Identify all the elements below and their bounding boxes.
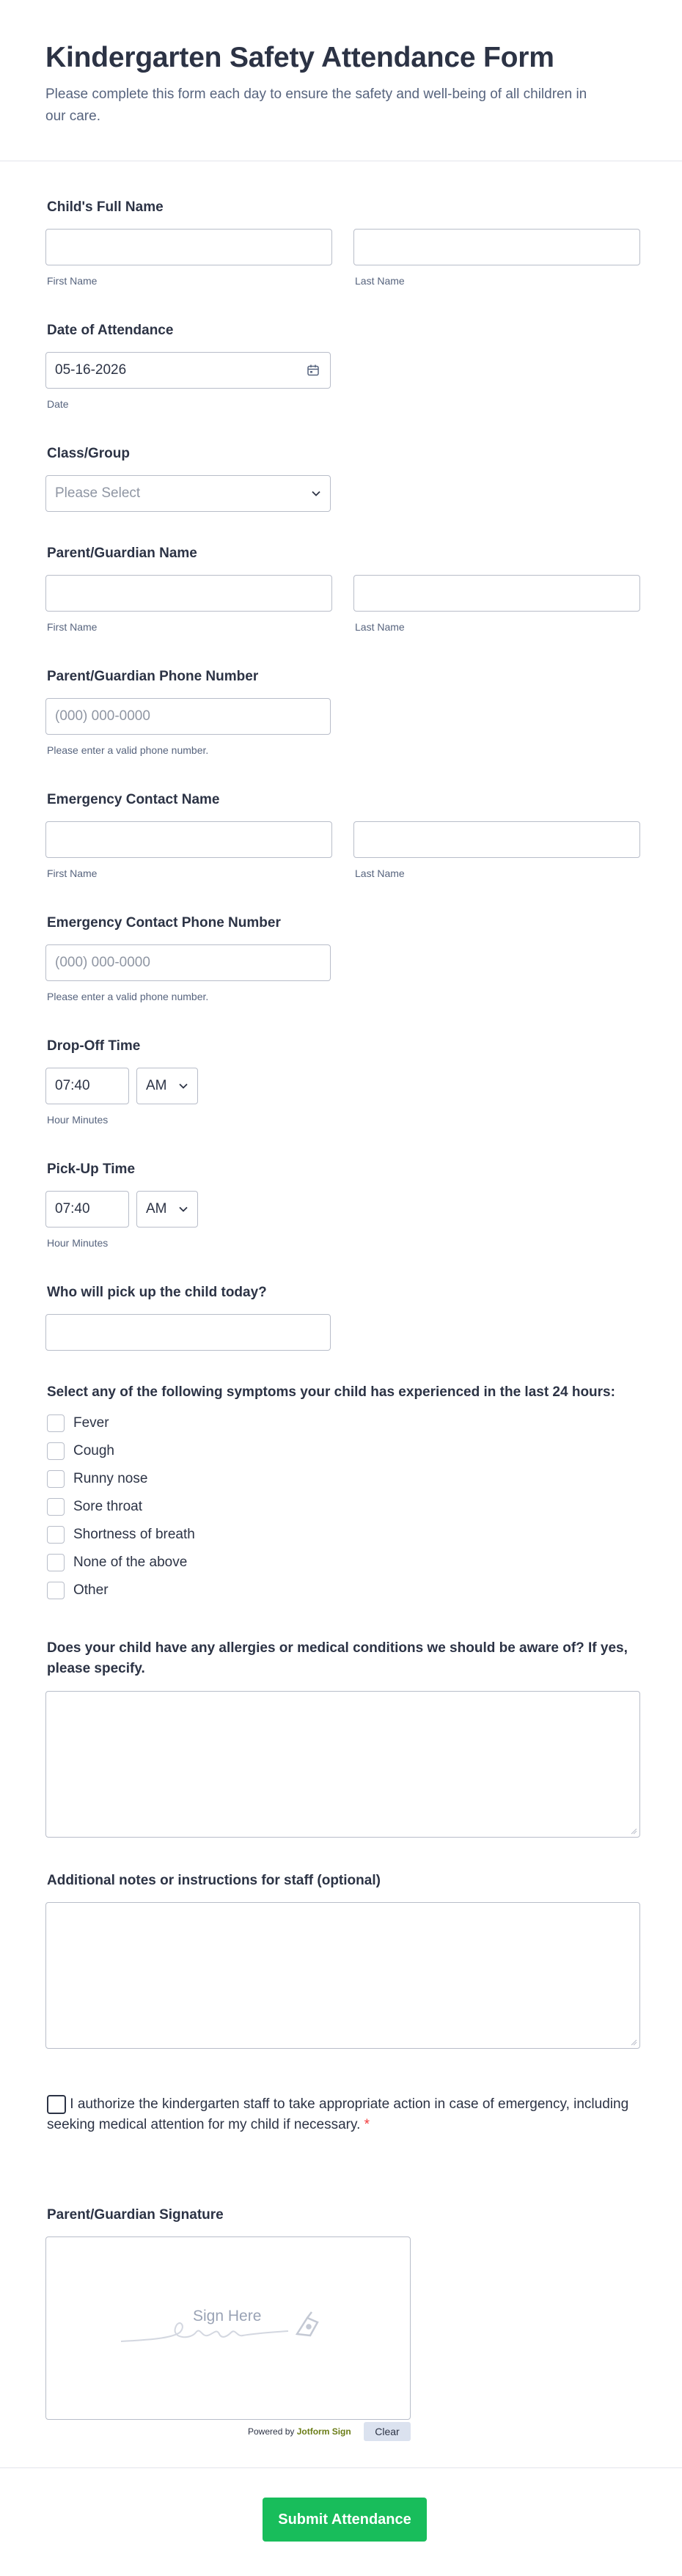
- symptom-option-label: Sore throat: [73, 1499, 142, 1514]
- notes-textarea[interactable]: [45, 1902, 640, 2049]
- consent-text: I authorize the kindergarten staff to take appropriate action in case of emergency, including seeking medical attention for my child if necessary.: [47, 2096, 629, 2132]
- class-group-select[interactable]: [45, 475, 331, 512]
- signature-placeholder: Sign Here: [193, 2308, 262, 2324]
- form-subtitle: Please complete this form each day to ensure the safety and well-being of all children in our care.: [45, 87, 587, 124]
- dropoff-time-sublabel: Hour Minutes: [47, 1114, 109, 1126]
- emergency-name-field: [47, 790, 219, 810]
- required-mark: *: [364, 2117, 370, 2132]
- symptom-checkbox[interactable]: [47, 1470, 65, 1488]
- emergency-phone-sublabel: Please enter a valid phone number.: [47, 991, 209, 1002]
- chevron-down-icon: [178, 1081, 188, 1091]
- date-sublabel: Date: [47, 398, 69, 410]
- form-title: Kindergarten Safety Attendance Form: [45, 42, 554, 73]
- form-header: [0, 0, 682, 161]
- pickup-time-label: Pick-Up Time: [47, 1162, 136, 1177]
- dropoff-time-value: 07:40: [55, 1078, 90, 1093]
- emergency-phone-placeholder: (000) 000-0000: [55, 955, 150, 970]
- symptom-option-none[interactable]: [47, 1553, 187, 1572]
- symptom-option-shortness-of-breath[interactable]: [47, 1525, 195, 1544]
- child-name-field: [47, 198, 164, 217]
- parent-name-label: Parent/Guardian Name: [47, 546, 197, 561]
- parent-phone-field: [47, 667, 258, 686]
- dropoff-time-input[interactable]: [45, 1068, 129, 1104]
- date-field: [47, 321, 173, 340]
- chevron-down-icon: [311, 488, 321, 499]
- emergency-first-name-input[interactable]: [45, 821, 332, 858]
- symptom-option-cough[interactable]: [47, 1442, 114, 1461]
- jotform-sign-link[interactable]: Jotform Sign: [296, 2426, 351, 2437]
- parent-phone-input[interactable]: [45, 698, 331, 735]
- symptom-checkbox[interactable]: [47, 1498, 65, 1516]
- symptom-checkbox[interactable]: [47, 1554, 65, 1571]
- pickup-person-label: Who will pick up the child today?: [47, 1285, 267, 1300]
- symptom-checkbox[interactable]: [47, 1414, 65, 1432]
- child-last-name-input[interactable]: [353, 229, 640, 265]
- parent-last-name-sublabel: Last Name: [355, 621, 405, 633]
- signature-pad[interactable]: [45, 2236, 411, 2420]
- pickup-time-sublabel: Hour Minutes: [47, 1237, 109, 1249]
- child-first-name-input[interactable]: [45, 229, 332, 265]
- class-group-label: Class/Group: [47, 446, 130, 461]
- emergency-phone-field: [47, 914, 281, 933]
- symptom-option-label: Other: [73, 1582, 109, 1598]
- dropoff-ampm-value: AM: [146, 1078, 167, 1093]
- symptoms-field: [47, 1383, 648, 1402]
- allergies-label: Does your child have any allergies or medical conditions we should be aware of? If yes, please specify.: [47, 1640, 628, 1676]
- notes-label: Additional notes or instructions for staff (optional): [47, 1873, 381, 1888]
- signature-field: [47, 2206, 224, 2225]
- child-last-name-sublabel: Last Name: [355, 275, 405, 287]
- parent-name-field: [47, 544, 197, 563]
- clear-signature-button[interactable]: Clear: [364, 2422, 411, 2441]
- child-first-name-sublabel: First Name: [47, 275, 98, 287]
- symptom-option-sore-throat[interactable]: [47, 1497, 142, 1516]
- class-group-placeholder: Please Select: [55, 485, 141, 501]
- emergency-name-label: Emergency Contact Name: [47, 792, 220, 807]
- powered-by: [248, 2426, 351, 2437]
- symptom-checkbox[interactable]: [47, 1582, 65, 1599]
- symptom-checkbox[interactable]: [47, 1442, 65, 1460]
- emergency-last-name-input[interactable]: [353, 821, 640, 858]
- dropoff-ampm-select[interactable]: [136, 1068, 198, 1104]
- submit-button[interactable]: Submit Attendance: [263, 2498, 427, 2542]
- resize-handle-icon[interactable]: [630, 2039, 637, 2046]
- emergency-phone-label: Emergency Contact Phone Number: [47, 915, 281, 931]
- pickup-person-input[interactable]: [45, 1314, 331, 1351]
- pickup-person-field: [47, 1283, 267, 1302]
- date-input[interactable]: [45, 352, 331, 389]
- pickup-time-input[interactable]: [45, 1191, 129, 1228]
- consent-field[interactable]: [47, 2094, 634, 2135]
- parent-phone-label: Parent/Guardian Phone Number: [47, 669, 259, 684]
- parent-phone-placeholder: (000) 000-0000: [55, 708, 150, 724]
- allergies-textarea[interactable]: [45, 1691, 640, 1838]
- symptom-option-label: Fever: [73, 1415, 109, 1431]
- parent-last-name-input[interactable]: [353, 575, 640, 612]
- form-footer: [0, 2467, 682, 2576]
- pickup-time-field: [47, 1160, 135, 1179]
- powered-by-text: Powered by: [248, 2426, 295, 2437]
- date-value: 05-16-2026: [55, 362, 127, 378]
- symptom-option-label: Shortness of breath: [73, 1527, 195, 1542]
- symptom-option-label: None of the above: [73, 1555, 188, 1570]
- pickup-ampm-select[interactable]: [136, 1191, 198, 1228]
- symptom-option-label: Runny nose: [73, 1471, 148, 1486]
- class-group-field: [47, 444, 130, 463]
- allergies-field: [47, 1638, 641, 1679]
- pickup-time-value: 07:40: [55, 1201, 90, 1217]
- dropoff-time-label: Drop-Off Time: [47, 1038, 141, 1054]
- date-label: Date of Attendance: [47, 323, 174, 338]
- resize-handle-icon[interactable]: [630, 1827, 637, 1835]
- signature-label: Parent/Guardian Signature: [47, 2207, 224, 2223]
- symptom-option-runny-nose[interactable]: [47, 1469, 147, 1489]
- child-name-label: Child's Full Name: [47, 199, 164, 215]
- chevron-down-icon: [178, 1204, 188, 1214]
- parent-first-name-input[interactable]: [45, 575, 332, 612]
- calendar-icon[interactable]: [307, 364, 320, 377]
- parent-first-name-sublabel: First Name: [47, 621, 98, 633]
- symptom-checkbox[interactable]: [47, 1526, 65, 1544]
- emergency-phone-input[interactable]: [45, 944, 331, 981]
- consent-checkbox[interactable]: [47, 2095, 66, 2114]
- symptoms-label: Select any of the following symptoms your child has experienced in the last 24 hours:: [47, 1384, 615, 1400]
- symptom-option-fever[interactable]: [47, 1414, 109, 1433]
- symptom-option-label: Cough: [73, 1443, 114, 1458]
- emergency-last-name-sublabel: Last Name: [355, 867, 405, 879]
- emergency-first-name-sublabel: First Name: [47, 867, 98, 879]
- pickup-ampm-value: AM: [146, 1201, 167, 1217]
- dropoff-time-field: [47, 1037, 140, 1056]
- symptom-option-other[interactable]: [47, 1581, 109, 1600]
- parent-phone-sublabel: Please enter a valid phone number.: [47, 744, 209, 756]
- notes-field: [47, 1871, 381, 1890]
